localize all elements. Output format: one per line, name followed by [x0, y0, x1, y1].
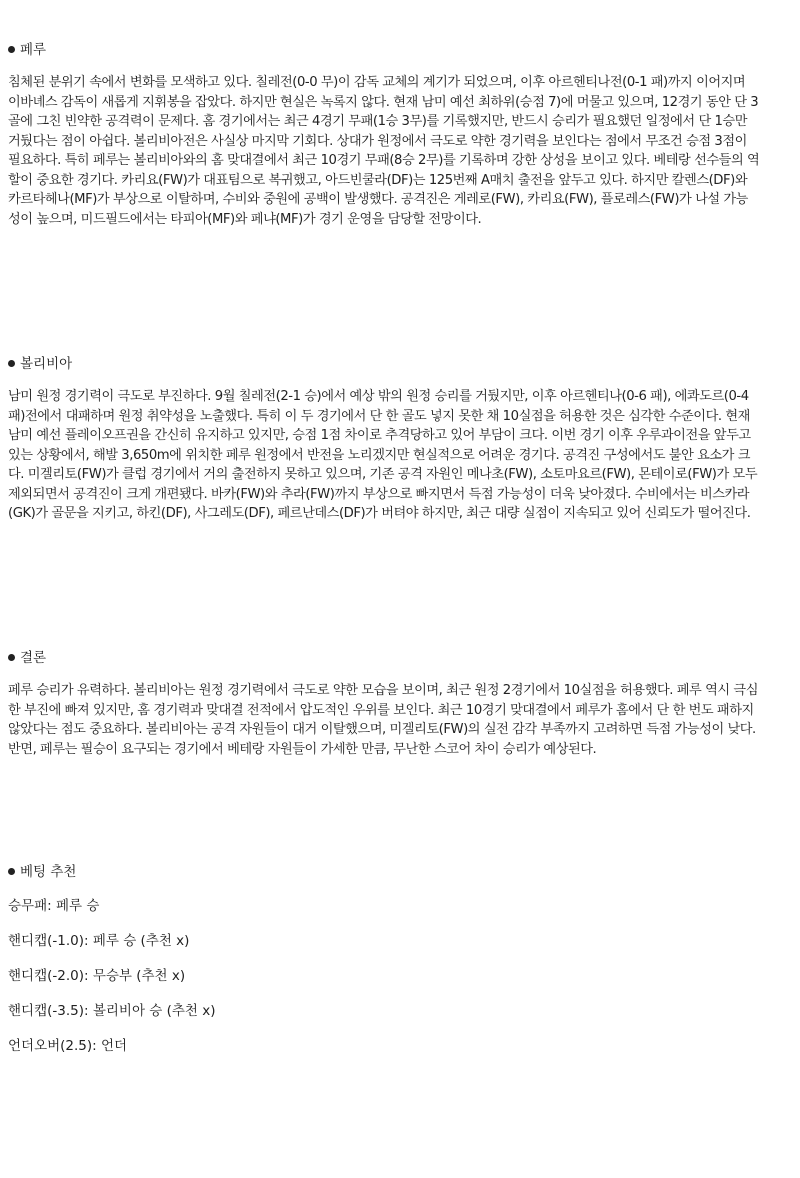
bullet-icon [8, 360, 15, 367]
betting-item: 핸디캡(-1.0): 페루 승 (추천 x) [8, 933, 190, 949]
betting-item: 언더오버(2.5): 언더 [8, 1038, 128, 1054]
section-heading-text: 볼리비아 [20, 356, 73, 372]
section-body-peru: 침체된 분위기 속에서 변화를 모색하고 있다. 칠레전(0-0 무)이 감독 교체의 계기가 되었으며, 이후 아르헨티나전(0-1 패)까지 이어지며 이바녜스 감독이 새롭게 지휘봉을 잡았다. 하지만 현실은 녹록지 않다. 현재 남미 예선 최하위(승점 7)에 머물고 있으며, 12경기 동안 단 3골에 그친 빈약한 공격력이 문제다. 홈 경기에서는 최근 4경기 무패(1승 3무)를 기록했지만, 반드시 승리가 필요했던 일정에서 단 1승만 거뒀다는 점이 아쉽다. 볼리비아전은 사실상 마지막 기회다. 상대가 원정에서 극도로 약한 경기력을 보인다는 점에서 무조건 승점 3점이 필요하다. 특히 페루는 볼리비아와의 홈 맞대결에서 최근 10경기 무패(8승 2무)를 기록하며 강한 상성을 보이고 있다. 베테랑 선수들의 역할이 중요한 경기다. 카리요(FW)가 대표팀으로 복귀했고, 아드빈쿨라(DF)는 125번째 A매치 출전을 앞두고 있다. 하지만 칼렌스(DF)와 카르타헤나(MF)가 부상으로 이탈하며, 수비와 중원에 공백이 발생했다. 공격진은 게레로(FW), 카리요(FW), 플로레스(FW)가 나설 가능성이 높으며, 미드필드에서는 타피아(MF)와 페냐(MF)가 경기 운영을 담당할 전망이다. [8, 75, 760, 227]
section-heading-betting [8, 863, 76, 881]
betting-item: 승무패: 페루 승 [8, 898, 100, 914]
betting-item: 핸디캡(-3.5): 볼리비아 승 (추천 x) [8, 1003, 216, 1019]
section-heading-conclusion [8, 649, 46, 667]
section-heading-peru [8, 41, 46, 59]
section-body-bolivia: 남미 원정 경기력이 극도로 부진하다. 9월 칠레전(2-1 승)에서 예상 밖의 원정 승리를 거뒀지만, 이후 아르헨티나(0-6 패), 에콰도르(0-4 패)전에서 대패하며 원정 취약성을 노출했다. 특히 이 두 경기에서 단 한 골도 넣지 못한 채 10실점을 허용한 것은 심각한 수준이다. 현재 남미 예선 플레이오프권을 간신히 유지하고 있지만, 승점 1점 차이로 추격당하고 있어 부담이 크다. 이번 경기 이후 우루과이전을 앞두고 있는 상황에서, 해발 3,650m에 위치한 페루 원정에서 반전을 노리겠지만 현실적으로 어려운 경기다. 공격진 구성에서도 불안 요소가 크다. 미겔리토(FW)가 클럽 경기에서 거의 출전하지 못하고 있으며, 기존 공격 자원인 메나초(FW), 소토마요르(FW), 몬테이로(FW)가 모두 제외되면서 공격진이 크게 개편됐다. 바카(FW)와 추라(FW)까지 부상으로 빠지면서 득점 가능성이 더욱 낮아졌다. 수비에서는 비스카라(GK)가 골문을 지키고, 하킨(DF), 사그레도(DF), 페르난데스(DF)가 버텨야 하지만, 최근 대량 실점이 지속되고 있어 신뢰도가 떨어진다. [8, 389, 758, 521]
section-heading-text: 베팅 추천 [20, 864, 77, 880]
section-heading-bolivia [8, 355, 72, 373]
bullet-icon [8, 46, 15, 53]
section-heading-text: 결론 [20, 650, 47, 666]
betting-item: 핸디캡(-2.0): 무승부 (추천 x) [8, 968, 186, 984]
bullet-icon [8, 654, 15, 661]
section-body-conclusion: 페루 승리가 유력하다. 볼리비아는 원정 경기력에서 극도로 약한 모습을 보이며, 최근 원정 2경기에서 10실점을 허용했다. 페루 역시 극심한 부진에 빠져 있지만, 홈 경기력과 맞대결 전적에서 압도적인 우위를 보인다. 최근 10경기 맞대결에서 페루가 홈에서 단 한 번도 패하지 않았다는 점도 중요하다. 볼리비아는 공격 자원들이 대거 이탈했으며, 미겔리토(FW)의 실전 감각 부족까지 고려하면 득점 가능성이 낮다. 반면, 페루는 필승이 요구되는 경기에서 베테랑 자원들이 가세한 만큼, 무난한 스코어 차이 승리가 예상된다. [8, 683, 758, 757]
bullet-icon [8, 868, 15, 875]
section-heading-text: 페루 [20, 42, 47, 58]
